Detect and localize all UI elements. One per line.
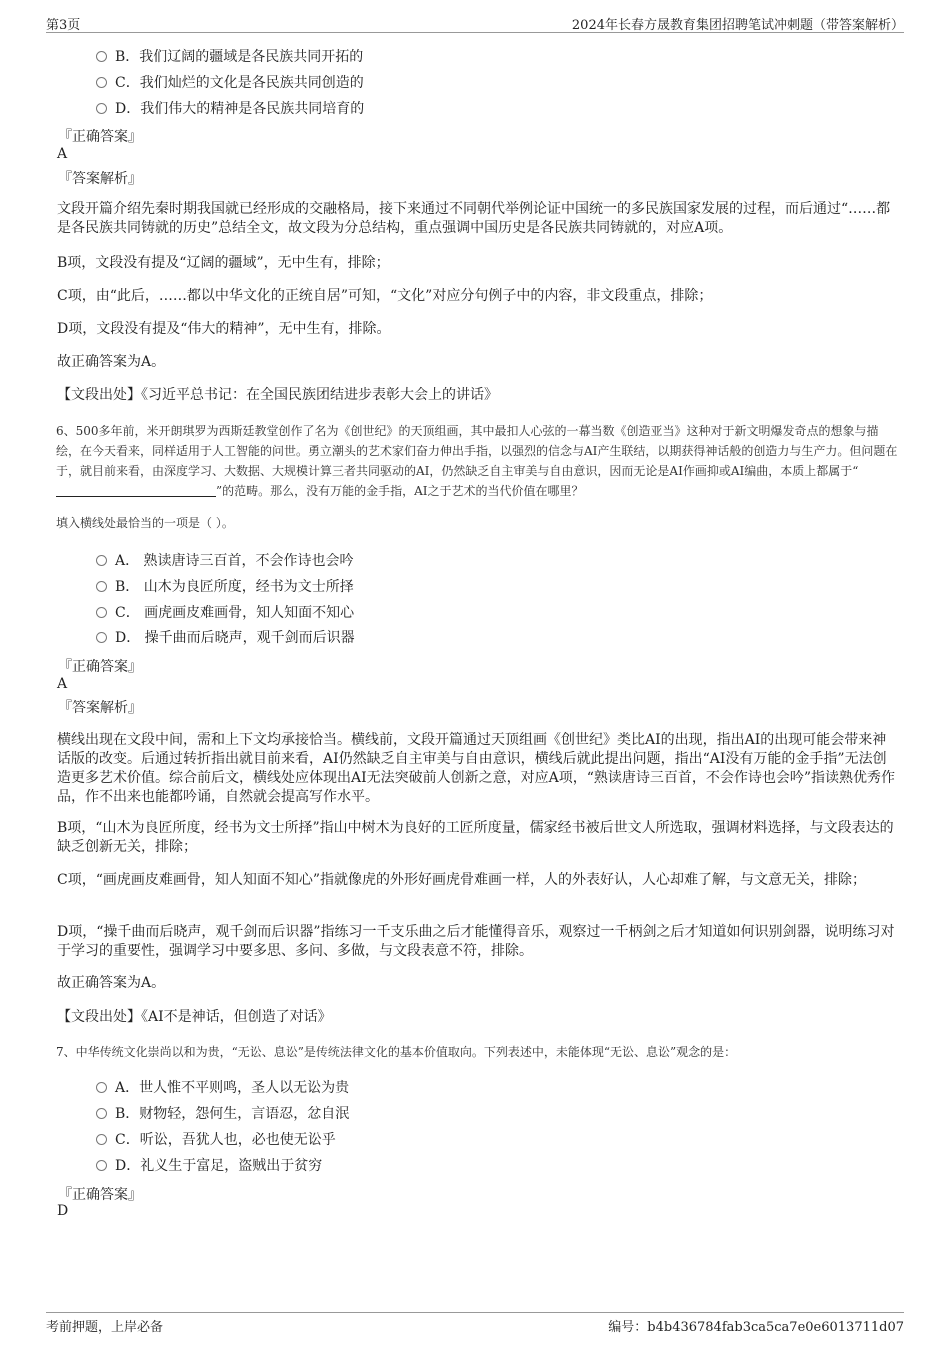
q6-prompt: 填入横线处最恰当的一项是（ ）。: [56, 516, 234, 530]
q5-analysis-label: 『答案解析』: [58, 171, 142, 187]
q6-answer-label: 『正确答案』: [58, 659, 142, 675]
q7-option-a[interactable]: A．世人惟不平则鸣，圣人以无讼为贵: [96, 1079, 349, 1097]
q6-stem: 6、500多年前，米开朗琪罗为西斯廷教堂创作了名为《创世纪》的天顶组画，其中最扣人心弦的一幕当数《创造亚当》这种对于新文明爆发奇点的想象与描绘，在今天看来，同样适用于人工智能的问世。勇立潮头的艺术家们奋力伸出手指，以强烈的信念与AI产生联结，以期获得神话般的创造力与生产力。但问题在于，就目前来看，由深度学习、大数据、大规模计算三者共同驱动的AI，仍然缺乏自主审美与自由意识，因而无论是AI作画抑或AI编曲，本质上都属于“”的范畴。那么，没有万能的金手指，AI之于艺术的当代价值在哪里？: [56, 424, 898, 498]
q5-analysis-p1: 文段开篇介绍先秦时期我国就已经形成的交融格局，接下来通过不同朝代举例论证中国统一的多民族国家发展的过程，而后通过“……都是各民族共同铸就的历史”总结全文，故文段为分总结构，重点强调中国历史是各民族共同铸就的，对应A项。: [57, 201, 891, 236]
q7-option-c[interactable]: C．听讼，吾犹人也，必也使无讼乎: [96, 1131, 336, 1149]
q7-answer-label: 『正确答案』: [58, 1187, 142, 1203]
page-number: 第3页: [46, 18, 81, 33]
q5-analysis-p4: D项，文段没有提及“伟大的精神”，无中生有，排除。: [57, 321, 391, 337]
q7-option-b[interactable]: B．财物轻，怨何生，言语忍，忿自泯: [96, 1105, 349, 1123]
q6-analysis-p2: B项，“山木为良匠所度，经书为文士所择”指山中树木为良好的工匠所度量，儒家经书被后世文人所选取，强调材料选择，与文段表达的缺乏创新无关，排除；: [57, 820, 894, 855]
radio-icon[interactable]: [96, 632, 107, 643]
q6-option-d[interactable]: D． 操千曲而后晓声，观千剑而后识器: [96, 629, 355, 647]
q5-option-d[interactable]: D．我们伟大的精神是各民族共同培育的: [96, 100, 364, 118]
q6-option-c[interactable]: C． 画虎画皮难画骨，知人知面不知心: [96, 604, 354, 622]
q7-option-d[interactable]: D．礼义生于富足，盗贼出于贫穷: [96, 1157, 322, 1175]
q6-source: 【文段出处】《AI不是神话，但创造了对话》: [57, 1009, 332, 1025]
q6-option-a[interactable]: A． 熟读唐诗三百首，不会作诗也会吟: [96, 552, 354, 570]
q5-analysis-p5: 故正确答案为A。: [57, 354, 166, 370]
q5-source: 【文段出处】《习近平总书记：在全国民族团结进步表彰大会上的讲话》: [57, 387, 498, 403]
document-title: 2024年长春方晟教育集团招聘笔试冲刺题（带答案解析）: [571, 18, 904, 33]
fill-blank: [56, 484, 216, 497]
page-footer: [46, 1312, 904, 1337]
radio-icon[interactable]: [96, 581, 107, 592]
document-code: 编号：b4b436784fab3ca5ca7e0e6013711d07: [608, 1320, 904, 1335]
radio-icon[interactable]: [96, 77, 107, 88]
q6-analysis-p5: 故正确答案为A。: [57, 975, 166, 991]
q6-answer: A: [57, 676, 68, 692]
q7-answer: D: [57, 1203, 69, 1219]
q7-stem: 7、中华传统文化崇尚以和为贵，“无讼、息讼”是传统法律文化的基本价值取向。下列表述中，未能体现“无讼、息讼”观念的是：: [56, 1045, 737, 1059]
q5-answer-label: 『正确答案』: [58, 129, 142, 145]
page-header: [46, 12, 904, 33]
radio-icon[interactable]: [96, 607, 107, 618]
q6-analysis-p1: 横线出现在文段中间，需和上下文均承接恰当。横线前，文段开篇通过天顶组画《创世纪》类比AI的出现，指出AI的出现可能会带来神话版的改变。后通过转折指出就目前来看，AI仍然缺乏自主审美与自由意识，横线后就此提出问题，指出“AI没有万能的金手指”无法创造更多艺术价值。综合前后文，横线处应体现出AI无法突破前人创新之意，对应A项，“熟读唐诗三百首，不会作诗也会吟”指读熟优秀作品，作不出来也能都吟诵，自然就会提高写作水平。: [57, 732, 896, 805]
q5-answer: A: [57, 146, 68, 162]
radio-icon[interactable]: [96, 51, 107, 62]
q5-option-b[interactable]: B．我们辽阔的疆域是各民族共同开拓的: [96, 48, 363, 66]
q6-analysis-p4: D项，“操千曲而后晓声，观千剑而后识器”指练习一千支乐曲之后才能懂得音乐，观察过一千柄剑之后才知道如何识别剑器，说明练习对于学习的重要性，强调学习中要多思、多问、多做，与文段表意不符，排除。: [57, 924, 895, 959]
q6-analysis-p3: C项，“画虎画皮难画骨，知人知面不知心”指就像虎的外形好画虎骨难画一样，人的外表好认，人心却难了解，与文意无关，排除；: [57, 872, 867, 888]
radio-icon[interactable]: [96, 555, 107, 566]
q5-analysis-p3: C项，由“此后，……都以中华文化的正统自居”可知，“文化”对应分句例子中的内容，非文段重点，排除；: [57, 288, 713, 304]
q5-option-c[interactable]: C．我们灿烂的文化是各民族共同创造的: [96, 74, 364, 92]
radio-icon[interactable]: [96, 1108, 107, 1119]
radio-icon[interactable]: [96, 1160, 107, 1171]
footer-slogan: 考前押题，上岸必备: [46, 1320, 164, 1335]
radio-icon[interactable]: [96, 1134, 107, 1145]
radio-icon[interactable]: [96, 103, 107, 114]
q5-analysis-p2: B项，文段没有提及“辽阔的疆域”，无中生有，排除；: [57, 255, 390, 271]
radio-icon[interactable]: [96, 1082, 107, 1093]
q6-analysis-label: 『答案解析』: [58, 700, 142, 716]
q6-option-b[interactable]: B． 山木为良匠所度，经书为文士所择: [96, 578, 354, 596]
